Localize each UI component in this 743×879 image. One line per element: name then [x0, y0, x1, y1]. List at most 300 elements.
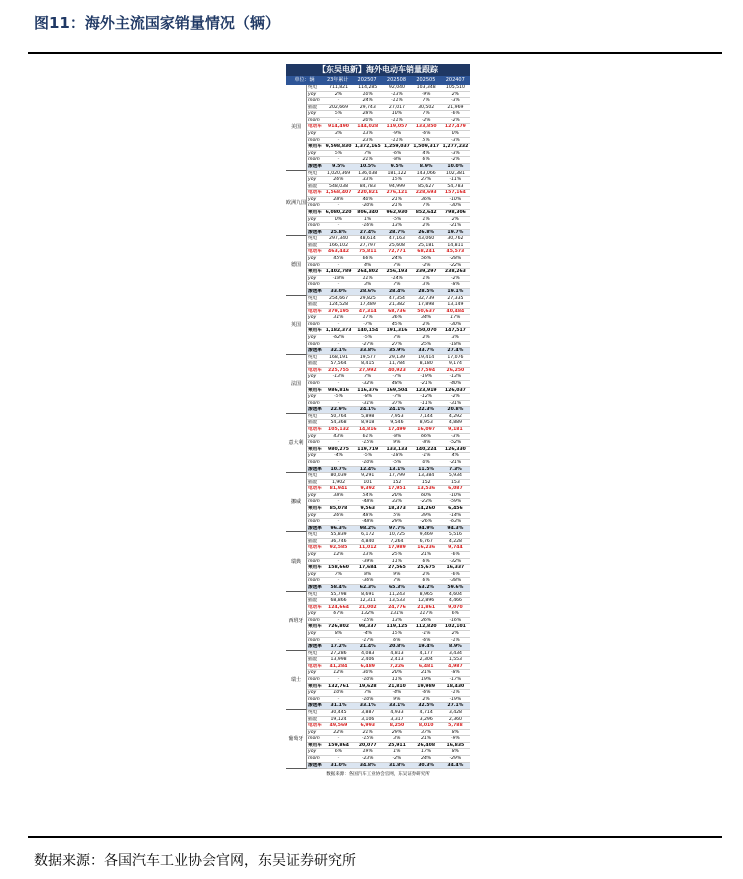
table-cell: 9,181 — [448, 427, 463, 433]
table-row — [307, 730, 470, 737]
table-cell: 11% — [362, 275, 373, 281]
table-cell: 75,811 — [358, 249, 377, 255]
table-row — [307, 394, 470, 401]
table-row — [307, 513, 470, 520]
column-header: 23年累计 — [327, 77, 349, 83]
table-cell: -48% — [361, 499, 374, 505]
table-cell: 55,839 — [330, 532, 347, 538]
sales-table — [286, 64, 470, 777]
table-cell: -30% — [449, 321, 462, 327]
table-row — [307, 756, 470, 763]
table-row — [307, 664, 470, 671]
table-cell: 27,565 — [388, 565, 406, 571]
table-header — [286, 76, 470, 85]
table-cell: 24% — [391, 256, 403, 262]
table-cell: 105,132 — [328, 427, 349, 433]
table-cell: -14% — [391, 275, 403, 281]
table-cell: 27,797 — [359, 242, 376, 248]
table-cell: -7% — [392, 374, 402, 380]
table-cell: 16,835 — [446, 742, 465, 748]
table-cell: 2% — [422, 571, 430, 577]
row-label: 电动车 — [308, 427, 322, 433]
table-cell: -48% — [361, 519, 374, 525]
table-cell: 63.2% — [418, 584, 435, 590]
table-cell: 8.9% — [419, 163, 433, 169]
table-cell: 181,122 — [387, 170, 407, 176]
table-cell: 4,840 — [361, 538, 375, 544]
table-cell: 9,392 — [360, 486, 375, 492]
table-cell: 25% — [391, 552, 403, 558]
table-cell: 6,489 — [360, 663, 375, 669]
table-row — [307, 486, 470, 493]
table-cell: -8% — [392, 157, 402, 163]
table-cell: 28% — [333, 196, 344, 202]
row-label: 纯电 — [308, 295, 318, 301]
table-row — [307, 85, 470, 92]
table-cell: 40,484 — [446, 308, 465, 314]
table-cell: 48% — [362, 512, 373, 518]
table-row — [307, 256, 470, 263]
row-label: mom — [308, 677, 320, 683]
row-label: yoy — [308, 91, 317, 97]
table-cell: 5% — [393, 512, 401, 518]
table-cell: 140,154 — [357, 328, 379, 334]
table-cell: - — [337, 459, 340, 465]
table-cell: 36,746 — [330, 538, 347, 544]
row-label: 电动车 — [308, 249, 322, 255]
row-label: mom — [308, 696, 320, 702]
table-cell: 3% — [393, 736, 401, 742]
row-label: 渗透率 — [308, 163, 322, 169]
table-cell: 7,144 — [419, 413, 433, 419]
table-cell: -31% — [449, 400, 462, 406]
table-cell: 166,102 — [329, 242, 349, 248]
table-cell: 45% — [391, 321, 403, 327]
table-cell: 31.8% — [388, 762, 405, 768]
table-row — [307, 710, 470, 717]
table-cell: 29% — [391, 729, 403, 735]
row-label: yoy — [308, 131, 317, 137]
row-label: mom — [308, 341, 320, 347]
table-cell: 9,291 — [361, 473, 375, 479]
table-cell: 6,481 — [418, 663, 434, 669]
table-cell: 58.4% — [330, 584, 347, 590]
table-cell: 21% — [421, 670, 432, 676]
table-row — [307, 624, 470, 631]
table-row — [307, 236, 470, 243]
table-cell: 157,164 — [444, 190, 466, 196]
table-cell: 6,172 — [361, 532, 375, 538]
table-cell: 16,337 — [446, 565, 465, 571]
table-cell: 24.1% — [388, 407, 405, 413]
table-cell: - — [337, 677, 340, 683]
table-cell: 126,037 — [444, 387, 466, 393]
table-cell: 1,259,037 — [384, 144, 410, 150]
table-cell: 143,066 — [416, 170, 436, 176]
table-cell: 97.7% — [388, 525, 405, 531]
country-cell: 瑞典 — [286, 532, 307, 591]
table-cell: 21% — [391, 196, 403, 202]
table-cell: 9% — [393, 571, 401, 577]
country-cell: 挪威 — [286, 473, 307, 532]
table-row — [307, 138, 470, 145]
table-cell: 6% — [422, 578, 430, 584]
row-label: 插混 — [308, 420, 318, 426]
table-cell: -17% — [361, 637, 374, 643]
table-cell: 8% — [364, 571, 372, 577]
table-cell: 27% — [391, 341, 403, 347]
table-cell: 22.9% — [330, 407, 347, 413]
table-cell: 39% — [421, 512, 432, 518]
table-cell: 21,969 — [447, 104, 464, 110]
table-row — [307, 638, 470, 645]
table-cell: 1,509,317 — [413, 144, 440, 150]
table-cell: -13% — [391, 91, 403, 97]
table-cell: 29,825 — [359, 295, 376, 301]
table-cell: -6% — [421, 637, 431, 643]
table-cell: -59% — [449, 499, 462, 505]
table-cell: -11% — [391, 117, 403, 123]
table-cell: 19,577 — [359, 354, 376, 360]
table-cell: 147,517 — [444, 328, 466, 334]
table-cell: 4% — [451, 453, 460, 459]
table-cell: 84,783 — [359, 183, 376, 189]
table-cell: -23% — [420, 499, 433, 505]
table-cell: 20,077 — [358, 742, 377, 748]
country-cell: 德国 — [286, 236, 307, 295]
row-label: 乘用车 — [308, 446, 322, 452]
table-cell: - — [337, 558, 340, 564]
table-cell: 33.8% — [359, 348, 376, 354]
table-row — [307, 420, 470, 427]
column-header: 202407 — [445, 77, 465, 83]
table-cell: -21% — [449, 223, 462, 229]
table-row — [307, 532, 470, 539]
table-cell: 3,434 — [448, 650, 462, 656]
table-cell: 225,755 — [328, 367, 349, 373]
row-label: 渗透率 — [308, 703, 322, 709]
table-cell: 1% — [422, 275, 430, 281]
table-cell: 2% — [422, 321, 430, 327]
table-cell: 9,563 — [360, 506, 375, 511]
table-cell: -32% — [361, 381, 374, 387]
table-row — [307, 171, 470, 178]
table-cell: 24% — [362, 98, 373, 104]
table-cell: 27,594 — [417, 367, 436, 373]
table-cell: -40% — [449, 381, 462, 387]
row-label: 插混 — [308, 302, 318, 308]
country-cell: 西班牙 — [286, 592, 307, 651]
table-cell: 9,070 — [448, 604, 463, 610]
table-cell: 4,813 — [390, 650, 404, 656]
table-cell: 1,372,165 — [354, 144, 381, 150]
table-cell: -38% — [449, 578, 462, 584]
table-cell: 4,083 — [361, 650, 375, 656]
table-cell: 5,898 — [361, 413, 375, 419]
row-label: 插混 — [308, 538, 318, 544]
table-cell: -3% — [450, 98, 460, 104]
table-cell: 21% — [421, 736, 432, 742]
table-cell: -6% — [421, 131, 431, 137]
row-label: yoy — [308, 196, 317, 202]
table-cell: 2% — [451, 216, 460, 222]
table-cell: 50,637 — [417, 308, 436, 314]
table-cell: 27.1% — [447, 703, 464, 709]
table-cell: 144,028 — [357, 124, 379, 130]
table-cell: 9.5% — [332, 163, 345, 169]
table-cell: - — [337, 321, 340, 327]
row-label: mom — [308, 459, 320, 465]
table-cell: 0% — [451, 131, 460, 137]
row-label: 插混 — [308, 716, 318, 722]
table-cell: 1,553 — [448, 657, 462, 663]
table-cell: - — [337, 736, 340, 742]
table-cell: 62.3% — [359, 584, 376, 590]
table-cell: -6% — [450, 571, 460, 577]
table-cell: 140,224 — [415, 446, 437, 452]
table-cell: 8% — [451, 749, 460, 755]
table-cell: -2% — [392, 755, 402, 761]
table-cell: 92,040 — [388, 85, 405, 90]
table-cell: 119,719 — [357, 446, 379, 452]
table-cell: 60% — [421, 492, 432, 498]
table-row — [307, 703, 470, 710]
table-cell: 5,934 — [448, 473, 462, 479]
table-cell: 13% — [362, 131, 373, 137]
row-label: mom — [308, 203, 320, 209]
table-cell: 10.7% — [330, 466, 347, 472]
table-cell: 6,767 — [419, 538, 433, 544]
row-label: yoy — [308, 256, 317, 262]
table-cell: 13,536 — [417, 486, 436, 492]
table-cell: 3,887 — [361, 709, 375, 715]
row-label: 插混 — [308, 479, 318, 485]
table-cell: 8,010 — [418, 723, 434, 729]
table-cell: 98.2% — [359, 525, 376, 531]
table-cell: -2% — [450, 394, 460, 400]
table-cell: 17,799 — [388, 473, 405, 479]
table-row — [307, 296, 470, 303]
table-row — [307, 493, 470, 500]
table-cell: -4% — [334, 453, 343, 459]
table-cell: 0% — [334, 216, 343, 222]
table-cell: -7% — [363, 321, 373, 327]
table-cell: 21,382 — [388, 302, 405, 308]
table-cell: 228,693 — [415, 190, 437, 196]
table-row — [307, 447, 470, 454]
table-cell: 152 — [421, 479, 431, 485]
table-cell: 133,133 — [386, 446, 408, 452]
table-cell: 21% — [362, 729, 373, 735]
table-row — [307, 289, 470, 296]
table-cell: 98,337 — [358, 624, 377, 630]
row-label: mom — [308, 558, 320, 564]
row-label: 插混 — [308, 657, 318, 663]
table-cell: 136,038 — [358, 170, 378, 176]
table-cell: 379,195 — [328, 308, 349, 314]
country-cell: 意大利 — [286, 414, 307, 473]
table-cell: 13.1% — [388, 466, 405, 472]
table-cell: -3% — [450, 137, 460, 143]
table-cell: - — [337, 341, 340, 347]
table-row — [307, 723, 470, 730]
table-cell: 1,902 — [331, 479, 346, 485]
table-cell: 1,568,407 — [325, 190, 352, 196]
table-cell: -19% — [420, 374, 433, 380]
table-cell: 9,546 — [390, 420, 404, 426]
table-cell: 41,284 — [329, 663, 348, 669]
table-cell: 31.0% — [330, 762, 347, 768]
row-label: 电动车 — [308, 124, 322, 130]
table-cell: 3,296 — [419, 716, 433, 722]
table-cell: -4% — [392, 690, 402, 696]
table-cell: -28% — [449, 256, 462, 262]
row-label: 渗透率 — [308, 584, 322, 590]
table-cell: 28.6% — [359, 288, 376, 294]
table-cell: -11% — [391, 137, 403, 143]
row-label: 插混 — [308, 183, 318, 189]
table-cell: 23% — [362, 137, 373, 143]
table-row — [307, 282, 470, 289]
table-cell: 4,466 — [448, 598, 462, 604]
table-cell: 20.8% — [388, 644, 405, 650]
table-cell: 6% — [393, 637, 401, 643]
table-row — [307, 473, 470, 480]
table-row — [307, 565, 470, 572]
table-cell: 101 — [363, 479, 373, 485]
table-cell: - — [337, 499, 340, 505]
table-cell: 37% — [391, 400, 403, 406]
table-cell: 36% — [421, 196, 432, 202]
table-cell: 238,263 — [444, 269, 466, 275]
table-cell: 7.3% — [449, 466, 462, 472]
table-cell: 24.1% — [359, 407, 376, 413]
table-cell: 94,999 — [388, 183, 405, 189]
table-cell: 11.5% — [418, 466, 435, 472]
table-cell: -32% — [449, 558, 462, 564]
table-cell: 2% — [422, 334, 430, 340]
table-cell: 25,181 — [418, 242, 435, 248]
table-cell: 81,941 — [329, 486, 348, 492]
table-row — [307, 717, 470, 724]
table-row — [307, 144, 470, 151]
table-cell: 68,736 — [388, 308, 406, 314]
table-cell: -11% — [420, 400, 433, 406]
table-cell: -22% — [449, 262, 462, 268]
table-row — [307, 743, 470, 750]
table-cell: 26,408 — [417, 742, 436, 748]
table-cell: 7% — [422, 98, 430, 104]
row-label: mom — [308, 117, 320, 123]
table-cell: 10,725 — [388, 532, 405, 538]
table-cell: 21% — [421, 552, 432, 558]
row-label: 渗透率 — [308, 229, 322, 235]
table-cell: 54,783 — [447, 183, 464, 189]
row-label: 电动车 — [308, 308, 322, 314]
table-cell: 4,714 — [419, 709, 433, 715]
table-cell: 9% — [393, 440, 401, 446]
table-row — [307, 124, 470, 131]
table-row — [307, 526, 470, 533]
table-cell: -8% — [421, 440, 431, 446]
table-cell: 1,277,232 — [442, 144, 469, 150]
table-note: 数据来源：各国汽车工业协会官网，东吴证券研究所 — [326, 772, 430, 778]
table-cell: -21% — [420, 381, 433, 387]
table-cell: 4% — [422, 150, 430, 156]
table-cell: 26% — [333, 512, 344, 518]
table-cell: -10% — [449, 196, 462, 202]
table-cell: 962,930 — [386, 209, 408, 215]
table-cell: 18,373 — [388, 506, 406, 511]
table-cell: 8,250 — [389, 723, 405, 729]
table-row — [307, 427, 470, 434]
table-cell: -8% — [450, 670, 460, 676]
table-cell: - — [337, 617, 340, 623]
row-label: 纯电 — [308, 236, 318, 242]
table-cell: 114,285 — [358, 85, 378, 90]
table-row — [307, 559, 470, 566]
table-cell: 159,864 — [328, 742, 349, 748]
table-cell: 34.8% — [359, 762, 376, 768]
table-cell: 54,368 — [330, 420, 347, 426]
row-label: yoy — [308, 552, 317, 558]
table-row — [307, 453, 470, 460]
row-label: mom — [308, 282, 320, 288]
table-cell: 43,060 — [418, 236, 435, 242]
table-cell: -30% — [449, 203, 462, 209]
table-row — [307, 249, 470, 256]
table-cell: 1% — [422, 216, 430, 222]
table-cell: 8,415 — [361, 361, 375, 367]
table-cell: 123,919 — [415, 387, 437, 393]
table-cell: -14% — [449, 512, 462, 518]
table-row — [307, 322, 470, 329]
table-cell: -13% — [449, 374, 462, 380]
table-cell: 33% — [391, 499, 403, 505]
table-cell: 7% — [364, 150, 372, 156]
table-cell: 202,669 — [329, 104, 349, 110]
table-cell: -2% — [450, 157, 460, 163]
table-cell: 3,428 — [448, 709, 462, 715]
table-cell: 19,414 — [418, 354, 435, 360]
table-cell: 65.3% — [388, 584, 405, 590]
table-row — [307, 572, 470, 579]
table-cell: 22% — [333, 729, 344, 735]
table-row — [307, 545, 470, 552]
table-cell: 119,125 — [386, 624, 408, 630]
table-cell: 11% — [391, 677, 403, 683]
table-cell: 45% — [333, 256, 344, 262]
table-row — [307, 460, 470, 467]
row-label: 插混 — [308, 104, 318, 110]
row-label: yoy — [308, 512, 317, 518]
table-cell: 20% — [362, 117, 373, 123]
table-cell: 4,228 — [448, 538, 462, 544]
table-cell: 57,564 — [330, 361, 347, 367]
table-cell: 1,182,373 — [325, 328, 352, 334]
table-cell: -8% — [450, 282, 460, 288]
table-cell: 711,821 — [329, 85, 349, 90]
table-cell: 4,604 — [448, 591, 462, 597]
table-cell: 4,987 — [448, 663, 463, 669]
table-cell: 21.4% — [359, 644, 376, 650]
table-cell: 12,896 — [418, 598, 435, 604]
table-cell: 116,376 — [357, 387, 379, 393]
row-label: yoy — [308, 729, 317, 735]
table-cell: 29% — [391, 519, 403, 525]
table-cell: 7% — [393, 334, 401, 340]
table-row — [307, 118, 470, 125]
